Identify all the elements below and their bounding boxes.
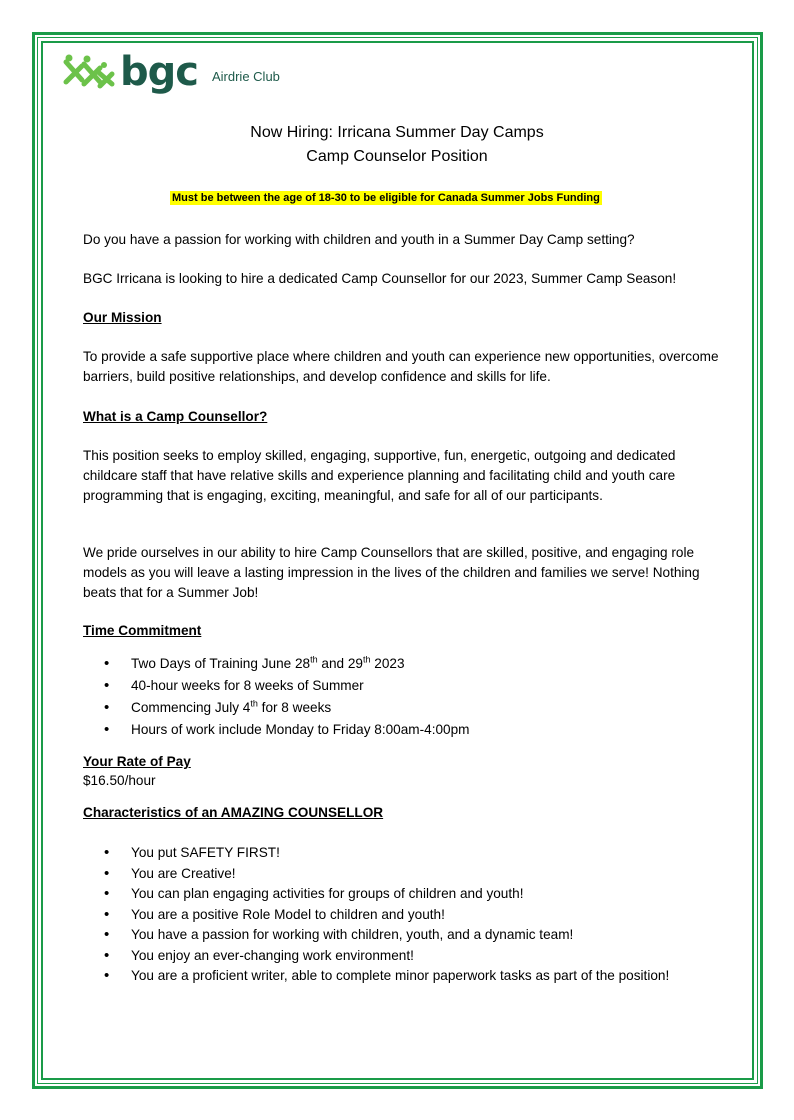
time-commitment-heading: Time Commitment — [83, 623, 202, 638]
list-item: • Hours of work include Monday to Friday 8:00am-4:00pm — [104, 719, 684, 741]
logo-club-name: Airdrie Club — [211, 68, 280, 84]
list-item: • You are a positive Role Model to children and youth! — [104, 905, 684, 926]
pay-value: $16.50/hour — [83, 773, 156, 788]
mission-heading: Our Mission — [83, 310, 162, 325]
intro-hiring: BGC Irricana is looking to hire a dedicated Camp Counsellor for our 2023, Summer Camp Season! — [83, 271, 677, 286]
page-subtitle: Camp Counselor Position — [306, 148, 488, 165]
page-title: Now Hiring: Irricana Summer Day Camps — [250, 124, 544, 141]
list-item: • Two Days of Training June 28th and 29th 2023 — [104, 653, 684, 675]
time-commitment-list — [104, 653, 684, 741]
characteristics-list — [104, 843, 684, 987]
list-item: • Commencing July 4th for 8 weeks — [104, 697, 684, 719]
intro-question: Do you have a passion for working with children and youth in a Summer Day Camp setting? — [83, 232, 635, 247]
bgc-figures-icon — [60, 54, 116, 90]
characteristics-heading: Characteristics of an AMAZING COUNSELLOR — [83, 805, 384, 820]
list-item: • You can plan engaging activities for groups of children and youth! — [104, 884, 684, 905]
counsellor-description: This position seeks to employ skilled, engaging, supportive, fun, energetic, outgoing and dedicated childcare staff that have relative skills and experience planning and facilitating child and youth care programming that is engaging, exciting, meaningful, and safe for all of our participants. — [83, 448, 676, 503]
list-item: • You enjoy an ever-changing work environment! — [104, 946, 684, 967]
list-item: • 40-hour weeks for 8 weeks of Summer — [104, 675, 684, 697]
list-item: • You are a proficient writer, able to complete minor paperwork tasks as part of the position! — [104, 966, 684, 987]
logo-wordmark: bgc — [120, 49, 198, 95]
list-item: • You put SAFETY FIRST! — [104, 843, 684, 864]
counsellor-heading: What is a Camp Counsellor? — [83, 409, 268, 424]
bgc-logo — [60, 49, 280, 95]
mission-text: To provide a safe supportive place where children and youth can experience new opportunities, overcome barriers, build positive relationships, and develop confidence and skills for life. — [83, 349, 719, 384]
list-item: • You are Creative! — [104, 864, 684, 885]
counsellor-pride: We pride ourselves in our ability to hire Camp Counsellors that are skilled, positive, and engaging role models as you will leave a lasting impression in the lives of the children and families we serve! Nothing beats that for a Summer Job! — [83, 545, 700, 600]
list-item: • You have a passion for working with children, youth, and a dynamic team! — [104, 925, 684, 946]
eligibility-notice: Must be between the age of 18-30 to be eligible for Canada Summer Jobs Funding — [172, 192, 600, 204]
pay-heading: Your Rate of Pay — [83, 754, 191, 769]
